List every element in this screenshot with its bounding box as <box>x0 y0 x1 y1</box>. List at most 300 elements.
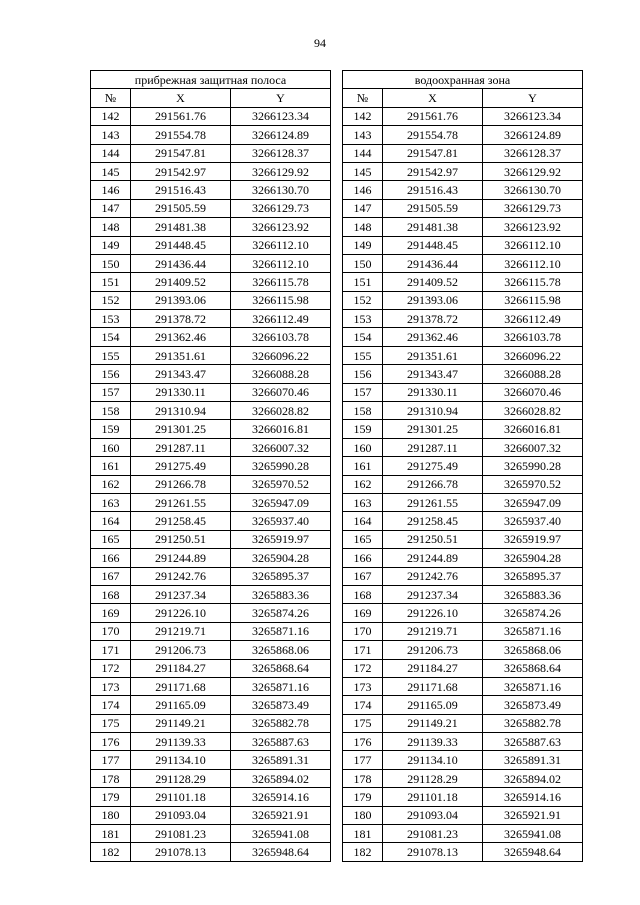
left-point-number: 180 <box>91 806 131 824</box>
left-coord-y: 3265868.06 <box>231 641 331 659</box>
right-coord-y: 3266112.10 <box>483 254 583 272</box>
right-coord-x: 291448.45 <box>383 236 483 254</box>
right-point-number: 150 <box>343 254 383 272</box>
left-coord-x: 291287.11 <box>131 438 231 456</box>
left-coord-x: 291081.23 <box>131 825 231 843</box>
right-coord-y: 3266115.78 <box>483 273 583 291</box>
right-point-number: 177 <box>343 751 383 769</box>
table-row <box>91 512 583 530</box>
right-block-title: водоохранная зона <box>343 71 583 89</box>
left-point-number: 175 <box>91 714 131 732</box>
right-coord-y: 3266124.89 <box>483 126 583 144</box>
left-coord-x: 291330.11 <box>131 383 231 401</box>
left-coord-x: 291165.09 <box>131 696 231 714</box>
page-number: 94 <box>314 36 326 50</box>
right-coord-y: 3265882.78 <box>483 714 583 732</box>
right-point-number: 167 <box>343 567 383 585</box>
left-coord-y: 3265868.64 <box>231 659 331 677</box>
left-coord-x: 291101.18 <box>131 788 231 806</box>
table-gap <box>331 806 343 824</box>
left-point-number: 169 <box>91 604 131 622</box>
right-coord-x: 291561.76 <box>383 107 483 125</box>
right-coord-y: 3265873.49 <box>483 696 583 714</box>
right-point-number: 165 <box>343 530 383 548</box>
table-gap <box>331 218 343 236</box>
table-row <box>91 696 583 714</box>
table-row <box>91 843 583 861</box>
table-row <box>91 733 583 751</box>
left-coord-y: 3266123.92 <box>231 218 331 236</box>
right-point-number: 155 <box>343 346 383 364</box>
table-gap <box>331 365 343 383</box>
left-header-num: № <box>91 89 131 107</box>
left-coord-y: 3265874.26 <box>231 604 331 622</box>
left-point-number: 165 <box>91 530 131 548</box>
right-point-number: 154 <box>343 328 383 346</box>
left-coord-x: 291244.89 <box>131 549 231 567</box>
left-point-number: 156 <box>91 365 131 383</box>
left-point-number: 172 <box>91 659 131 677</box>
right-point-number: 157 <box>343 383 383 401</box>
left-coord-y: 3266115.98 <box>231 291 331 309</box>
right-coord-x: 291078.13 <box>383 843 483 861</box>
left-coord-x: 291481.38 <box>131 218 231 236</box>
table-gap <box>331 420 343 438</box>
right-coord-y: 3266130.70 <box>483 181 583 199</box>
left-coord-y: 3265882.78 <box>231 714 331 732</box>
right-coord-x: 291219.71 <box>383 622 483 640</box>
left-coord-x: 291219.71 <box>131 622 231 640</box>
right-coord-y: 3265904.28 <box>483 549 583 567</box>
left-point-number: 150 <box>91 254 131 272</box>
block-title-row <box>91 71 583 89</box>
left-coord-y: 3265871.16 <box>231 622 331 640</box>
table-row <box>91 346 583 364</box>
right-coord-y: 3266123.34 <box>483 107 583 125</box>
right-coord-y: 3266007.32 <box>483 438 583 456</box>
left-coord-y: 3266028.82 <box>231 402 331 420</box>
left-coord-x: 291542.97 <box>131 162 231 180</box>
left-point-number: 157 <box>91 383 131 401</box>
table-row <box>91 714 583 732</box>
right-point-number: 174 <box>343 696 383 714</box>
left-point-number: 168 <box>91 585 131 603</box>
left-coord-y: 3266070.46 <box>231 383 331 401</box>
table-gap <box>331 181 343 199</box>
right-point-number: 153 <box>343 310 383 328</box>
right-point-number: 142 <box>343 107 383 125</box>
right-coord-y: 3265948.64 <box>483 843 583 861</box>
right-coord-y: 3266070.46 <box>483 383 583 401</box>
right-coord-x: 291409.52 <box>383 273 483 291</box>
right-coord-x: 291301.25 <box>383 420 483 438</box>
left-point-number: 145 <box>91 162 131 180</box>
right-point-number: 143 <box>343 126 383 144</box>
table-row <box>91 383 583 401</box>
left-coord-x: 291436.44 <box>131 254 231 272</box>
left-coord-y: 3266112.10 <box>231 254 331 272</box>
right-coord-x: 291237.34 <box>383 585 483 603</box>
left-coord-x: 291250.51 <box>131 530 231 548</box>
table-row <box>91 751 583 769</box>
left-point-number: 173 <box>91 677 131 695</box>
right-point-number: 166 <box>343 549 383 567</box>
left-coord-x: 291266.78 <box>131 475 231 493</box>
left-block-title: прибрежная защитная полоса <box>91 71 331 89</box>
left-coord-y: 3265941.08 <box>231 825 331 843</box>
table-row <box>91 236 583 254</box>
table-gap <box>331 254 343 272</box>
left-coord-y: 3265919.97 <box>231 530 331 548</box>
right-coord-y: 3265894.02 <box>483 769 583 787</box>
table-row <box>91 291 583 309</box>
right-point-number: 181 <box>343 825 383 843</box>
table-row <box>91 475 583 493</box>
right-coord-y: 3266115.98 <box>483 291 583 309</box>
left-coord-x: 291261.55 <box>131 493 231 511</box>
left-coord-x: 291393.06 <box>131 291 231 309</box>
right-coord-y: 3266112.10 <box>483 236 583 254</box>
left-point-number: 149 <box>91 236 131 254</box>
left-coord-y: 3266103.78 <box>231 328 331 346</box>
left-coord-x: 291561.76 <box>131 107 231 125</box>
table-row <box>91 641 583 659</box>
table-gap <box>331 530 343 548</box>
left-coord-y: 3266096.22 <box>231 346 331 364</box>
table-row <box>91 677 583 695</box>
left-point-number: 143 <box>91 126 131 144</box>
right-point-number: 159 <box>343 420 383 438</box>
left-coord-x: 291134.10 <box>131 751 231 769</box>
left-header-x: X <box>131 89 231 107</box>
left-point-number: 176 <box>91 733 131 751</box>
right-coord-y: 3265891.31 <box>483 751 583 769</box>
table-row <box>91 144 583 162</box>
right-coord-y: 3265871.16 <box>483 622 583 640</box>
table-gap <box>331 475 343 493</box>
right-coord-x: 291081.23 <box>383 825 483 843</box>
right-coord-y: 3265895.37 <box>483 567 583 585</box>
left-coord-x: 291149.21 <box>131 714 231 732</box>
left-coord-x: 291226.10 <box>131 604 231 622</box>
right-coord-y: 3266129.92 <box>483 162 583 180</box>
table-row <box>91 788 583 806</box>
table-gap <box>331 107 343 125</box>
table-gap <box>331 291 343 309</box>
left-point-number: 161 <box>91 457 131 475</box>
table-gap <box>331 549 343 567</box>
right-point-number: 169 <box>343 604 383 622</box>
right-coord-y: 3266123.92 <box>483 218 583 236</box>
left-coord-x: 291409.52 <box>131 273 231 291</box>
right-coord-x: 291171.68 <box>383 677 483 695</box>
left-coord-x: 291505.59 <box>131 199 231 217</box>
table-row <box>91 162 583 180</box>
left-point-number: 147 <box>91 199 131 217</box>
right-coord-y: 3265887.63 <box>483 733 583 751</box>
table-gap <box>331 236 343 254</box>
left-header-y: Y <box>231 89 331 107</box>
table-gap <box>331 696 343 714</box>
left-point-number: 166 <box>91 549 131 567</box>
right-point-number: 164 <box>343 512 383 530</box>
right-coord-y: 3265874.26 <box>483 604 583 622</box>
table-gap <box>331 788 343 806</box>
right-coord-x: 291436.44 <box>383 254 483 272</box>
right-point-number: 145 <box>343 162 383 180</box>
left-point-number: 148 <box>91 218 131 236</box>
left-coord-y: 3266007.32 <box>231 438 331 456</box>
right-point-number: 156 <box>343 365 383 383</box>
table-gap <box>331 126 343 144</box>
right-point-number: 178 <box>343 769 383 787</box>
right-point-number: 158 <box>343 402 383 420</box>
table-row <box>91 604 583 622</box>
left-coord-y: 3265873.49 <box>231 696 331 714</box>
left-coord-y: 3265990.28 <box>231 457 331 475</box>
left-coord-x: 291237.34 <box>131 585 231 603</box>
table-gap <box>331 843 343 861</box>
table-row <box>91 254 583 272</box>
right-point-number: 148 <box>343 218 383 236</box>
left-coord-y: 3265914.16 <box>231 788 331 806</box>
right-coord-y: 3266112.49 <box>483 310 583 328</box>
right-coord-x: 291275.49 <box>383 457 483 475</box>
table-gap <box>331 438 343 456</box>
right-point-number: 180 <box>343 806 383 824</box>
left-point-number: 155 <box>91 346 131 364</box>
table-gap <box>331 769 343 787</box>
table-gap <box>331 714 343 732</box>
table-gap <box>331 493 343 511</box>
table-row <box>91 567 583 585</box>
left-coord-x: 291547.81 <box>131 144 231 162</box>
left-coord-y: 3265883.36 <box>231 585 331 603</box>
left-coord-x: 291310.94 <box>131 402 231 420</box>
right-coord-x: 291242.76 <box>383 567 483 585</box>
right-coord-y: 3265871.16 <box>483 677 583 695</box>
right-coord-x: 291128.29 <box>383 769 483 787</box>
table-row <box>91 310 583 328</box>
left-point-number: 182 <box>91 843 131 861</box>
right-coord-x: 291258.45 <box>383 512 483 530</box>
table-gap <box>331 144 343 162</box>
right-coord-x: 291139.33 <box>383 733 483 751</box>
left-coord-y: 3266115.78 <box>231 273 331 291</box>
table-row <box>91 107 583 125</box>
table-row <box>91 402 583 420</box>
left-coord-x: 291378.72 <box>131 310 231 328</box>
table-row <box>91 825 583 843</box>
left-point-number: 174 <box>91 696 131 714</box>
left-coord-y: 3265871.16 <box>231 677 331 695</box>
right-point-number: 168 <box>343 585 383 603</box>
right-point-number: 182 <box>343 843 383 861</box>
left-point-number: 151 <box>91 273 131 291</box>
right-coord-y: 3266129.73 <box>483 199 583 217</box>
left-point-number: 154 <box>91 328 131 346</box>
right-point-number: 151 <box>343 273 383 291</box>
table-gap <box>331 622 343 640</box>
right-point-number: 172 <box>343 659 383 677</box>
left-coord-x: 291258.45 <box>131 512 231 530</box>
right-coord-x: 291505.59 <box>383 199 483 217</box>
right-coord-x: 291362.46 <box>383 328 483 346</box>
left-coord-y: 3266129.73 <box>231 199 331 217</box>
table-row <box>91 420 583 438</box>
left-coord-y: 3265891.31 <box>231 751 331 769</box>
right-point-number: 149 <box>343 236 383 254</box>
right-coord-y: 3265941.08 <box>483 825 583 843</box>
left-coord-y: 3266129.92 <box>231 162 331 180</box>
right-coord-y: 3266088.28 <box>483 365 583 383</box>
left-coord-y: 3266130.70 <box>231 181 331 199</box>
right-point-number: 170 <box>343 622 383 640</box>
left-coord-y: 3266088.28 <box>231 365 331 383</box>
right-coord-x: 291184.27 <box>383 659 483 677</box>
left-point-number: 158 <box>91 402 131 420</box>
right-coord-x: 291343.47 <box>383 365 483 383</box>
left-coord-x: 291301.25 <box>131 420 231 438</box>
table-gap <box>331 71 343 89</box>
table-gap <box>331 89 343 107</box>
right-coord-x: 291542.97 <box>383 162 483 180</box>
right-point-number: 176 <box>343 733 383 751</box>
right-point-number: 173 <box>343 677 383 695</box>
table-row <box>91 585 583 603</box>
table-gap <box>331 457 343 475</box>
left-coord-y: 3265947.09 <box>231 493 331 511</box>
left-coord-x: 291184.27 <box>131 659 231 677</box>
right-coord-x: 291266.78 <box>383 475 483 493</box>
right-point-number: 147 <box>343 199 383 217</box>
table-row <box>91 218 583 236</box>
right-point-number: 179 <box>343 788 383 806</box>
right-coord-y: 3266016.81 <box>483 420 583 438</box>
left-coord-y: 3265904.28 <box>231 549 331 567</box>
left-point-number: 159 <box>91 420 131 438</box>
left-coord-x: 291275.49 <box>131 457 231 475</box>
left-point-number: 146 <box>91 181 131 199</box>
left-coord-x: 291206.73 <box>131 641 231 659</box>
right-coord-x: 291516.43 <box>383 181 483 199</box>
table-row <box>91 659 583 677</box>
right-coord-x: 291481.38 <box>383 218 483 236</box>
right-coord-y: 3266103.78 <box>483 328 583 346</box>
table-gap <box>331 310 343 328</box>
left-coord-y: 3265937.40 <box>231 512 331 530</box>
left-coord-y: 3266016.81 <box>231 420 331 438</box>
table-gap <box>331 346 343 364</box>
left-coord-x: 291351.61 <box>131 346 231 364</box>
table-gap <box>331 383 343 401</box>
right-coord-y: 3266128.37 <box>483 144 583 162</box>
right-coord-y: 3265868.06 <box>483 641 583 659</box>
right-coord-y: 3265970.52 <box>483 475 583 493</box>
left-point-number: 181 <box>91 825 131 843</box>
right-coord-y: 3266028.82 <box>483 402 583 420</box>
right-coord-x: 291393.06 <box>383 291 483 309</box>
table-row <box>91 181 583 199</box>
table-gap <box>331 199 343 217</box>
table-gap <box>331 641 343 659</box>
right-coord-y: 3265947.09 <box>483 493 583 511</box>
left-point-number: 153 <box>91 310 131 328</box>
right-coord-x: 291351.61 <box>383 346 483 364</box>
table-gap <box>331 585 343 603</box>
table-row <box>91 622 583 640</box>
right-point-number: 163 <box>343 493 383 511</box>
left-point-number: 164 <box>91 512 131 530</box>
table-row <box>91 806 583 824</box>
left-point-number: 163 <box>91 493 131 511</box>
left-coord-y: 3265887.63 <box>231 733 331 751</box>
coordinates-table <box>90 70 583 862</box>
left-point-number: 167 <box>91 567 131 585</box>
table-row <box>91 438 583 456</box>
right-coord-x: 291554.78 <box>383 126 483 144</box>
table-gap <box>331 825 343 843</box>
right-point-number: 152 <box>343 291 383 309</box>
left-coord-x: 291554.78 <box>131 126 231 144</box>
left-coord-y: 3266112.10 <box>231 236 331 254</box>
right-coord-x: 291149.21 <box>383 714 483 732</box>
left-coord-x: 291171.68 <box>131 677 231 695</box>
right-coord-x: 291206.73 <box>383 641 483 659</box>
left-point-number: 144 <box>91 144 131 162</box>
right-point-number: 144 <box>343 144 383 162</box>
table-row <box>91 328 583 346</box>
right-header-num: № <box>343 89 383 107</box>
right-coord-x: 291310.94 <box>383 402 483 420</box>
right-coord-x: 291547.81 <box>383 144 483 162</box>
right-point-number: 171 <box>343 641 383 659</box>
right-coord-x: 291226.10 <box>383 604 483 622</box>
left-coord-y: 3265948.64 <box>231 843 331 861</box>
left-point-number: 170 <box>91 622 131 640</box>
left-coord-x: 291128.29 <box>131 769 231 787</box>
table-gap <box>331 162 343 180</box>
right-coord-x: 291330.11 <box>383 383 483 401</box>
left-point-number: 178 <box>91 769 131 787</box>
table-gap <box>331 677 343 695</box>
table-gap <box>331 604 343 622</box>
right-coord-x: 291244.89 <box>383 549 483 567</box>
right-coord-x: 291261.55 <box>383 493 483 511</box>
left-coord-x: 291139.33 <box>131 733 231 751</box>
table-gap <box>331 659 343 677</box>
left-coord-x: 291362.46 <box>131 328 231 346</box>
right-coord-y: 3265883.36 <box>483 585 583 603</box>
table-row <box>91 126 583 144</box>
right-coord-y: 3265937.40 <box>483 512 583 530</box>
table-row <box>91 549 583 567</box>
left-coord-y: 3266112.49 <box>231 310 331 328</box>
table-row <box>91 493 583 511</box>
left-point-number: 177 <box>91 751 131 769</box>
left-coord-y: 3265895.37 <box>231 567 331 585</box>
right-coord-x: 291093.04 <box>383 806 483 824</box>
left-coord-x: 291093.04 <box>131 806 231 824</box>
left-coord-y: 3266124.89 <box>231 126 331 144</box>
table-gap <box>331 273 343 291</box>
table-gap <box>331 328 343 346</box>
table-gap <box>331 751 343 769</box>
left-point-number: 152 <box>91 291 131 309</box>
left-point-number: 142 <box>91 107 131 125</box>
right-coord-x: 291250.51 <box>383 530 483 548</box>
right-point-number: 162 <box>343 475 383 493</box>
